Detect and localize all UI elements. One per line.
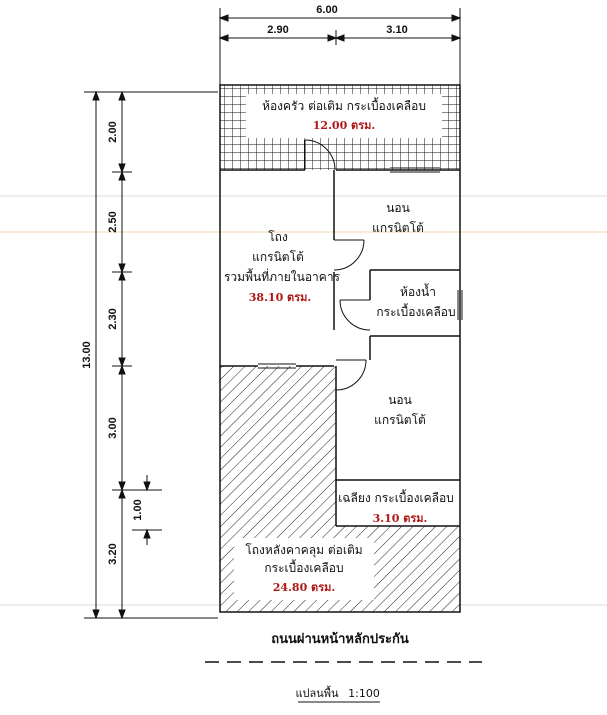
bedroom1-floor: แกรนิตโต้ — [372, 221, 424, 235]
plan-title: แปลนพื้น — [295, 687, 339, 700]
carport-area: 24.80 ตรม. — [272, 581, 336, 594]
doors — [305, 140, 370, 390]
dim-seg-2: 2.50 — [107, 211, 119, 233]
left-dimension-lines — [84, 92, 218, 618]
carport-floor: กระเบื้องเคลือบ — [264, 561, 344, 575]
bathroom-label: ห้องน้ำ — [400, 285, 436, 299]
dim-seg-4: 3.00 — [107, 417, 119, 439]
hall-total-label: รวมพื้นที่ภายในอาคาร — [223, 270, 341, 284]
dim-seg-3: 2.30 — [107, 308, 119, 330]
porch-name: เฉลียง กระเบื้องเคลือบ — [338, 491, 454, 505]
kitchen-area: 12.00 ตรม. — [312, 119, 376, 132]
dim-seg-1: 2.00 — [107, 121, 119, 143]
bedroom2-label: นอน — [388, 393, 412, 407]
hall-floor: แกรนิตโต้ — [252, 250, 304, 264]
dim-seg-5: 3.20 — [107, 543, 119, 565]
kitchen-name: ห้องครัว ต่อเติม กระเบื้องเคลือบ — [262, 99, 426, 113]
carport-name: โถงหลังคาคลุม ต่อเติม — [245, 543, 363, 557]
bedroom1-label: นอน — [386, 201, 410, 215]
top-dimension-lines — [220, 8, 460, 85]
porch-area: 3.10 ตรม. — [372, 512, 428, 525]
plan-scale: 1:100 — [348, 687, 380, 700]
windows — [258, 168, 462, 368]
dim-left-width: 2.90 — [267, 24, 289, 36]
bathroom-floor: กระเบื้องเคลือบ — [376, 305, 456, 319]
dim-seg-inner: 1.00 — [132, 499, 144, 521]
hall-area: 38.10 ตรม. — [248, 291, 312, 304]
bedroom2-floor: แกรนิตโต้ — [374, 413, 426, 427]
hall-label: โถง — [268, 230, 288, 244]
dim-overall-width: 6.00 — [316, 4, 338, 16]
road-label: ถนนผ่านหน้าหลักประกัน — [271, 632, 409, 647]
dim-right-width: 3.10 — [386, 24, 408, 36]
dim-overall-depth: 13.00 — [81, 341, 93, 369]
